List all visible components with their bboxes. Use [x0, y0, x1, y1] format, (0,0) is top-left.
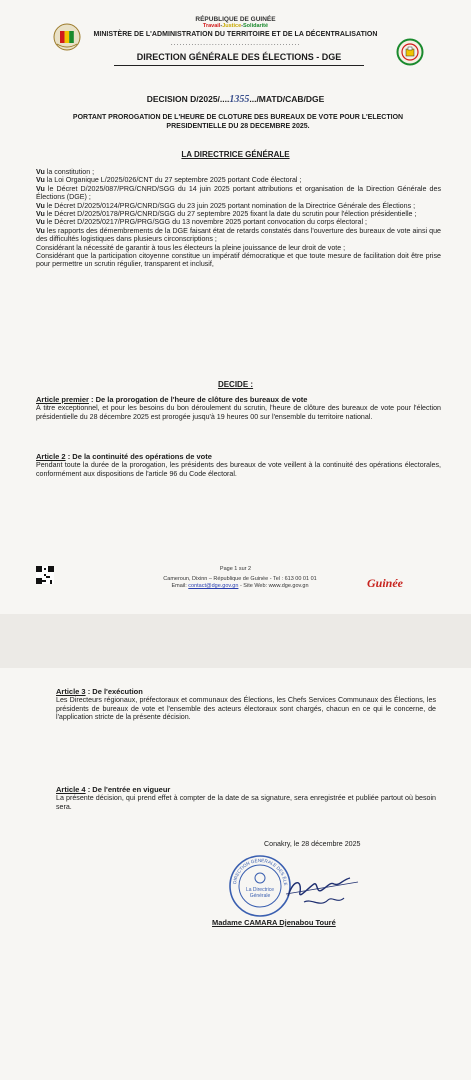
article-body: La présente décision, qui prend effet à compter de la date de sa signature, sera enregistrée et publiée partout où besoin sera. [56, 794, 436, 811]
motto-word-justice: Justice [222, 23, 242, 29]
consideration-item: Vu les rapports des démembrements de la DGE faisant état de retards constatés dans l'ouverture des bureaux de vote ainsi que des difficultés logistiques dans plusieurs circonscriptions ; [36, 226, 441, 244]
document-page-2 [0, 668, 471, 1080]
consideration-item: Vu le Décret D/2025/0124/PRG/CNRD/SGG du 23 juin 2025 portant nomination de la Directrice Générale des Élections ; [36, 201, 416, 210]
consideration-item: Vu le Décret D/2025/0178/PRG/CNRD/SGG du 27 septembre 2025 fixant la date du scrutin pour l'élection présidentielle ; [36, 210, 417, 219]
national-motto: Travail-Justice-Solidarité [202, 23, 269, 29]
decision-suffix: .../MATD/CAB/DGE [249, 94, 325, 104]
article-body: Pendant toute la durée de la prorogation, les présidents des bureaux de vote veillent à la continuité des opérations électorales, conformément aux dispositions de l'article 96 du Code électoral. [36, 461, 441, 478]
article-4 [56, 786, 436, 811]
article-title: Article 4 : De l'entrée en vigueur [56, 785, 171, 794]
article-title: Article 2 : De la continuité des opérations de vote [36, 452, 212, 461]
page-number: Page 1 sur 2 [219, 566, 252, 572]
considerations-list [36, 168, 441, 269]
article-title: Article premier : De la prorogation de l'heure de clôture des bureaux de vote [36, 395, 308, 404]
place-and-date: Conakry, le 28 décembre 2025 [264, 840, 361, 848]
guinee-brand-logo: Guinée [367, 576, 403, 590]
consideration-item: Vu la constitution ; [36, 168, 95, 176]
decision-prefix: DECISION D/2025/.... [146, 94, 230, 104]
svg-text:DIRECTION GÉNÉRALE DES ÉLECTIO: DIRECTION GÉNÉRALE DES ÉLE [232, 857, 289, 886]
consideration-item: Considérant la nécessité de garantir à tous les électeurs la pleine jouissance de leur droit de vote ; [36, 243, 346, 252]
decide-heading: DECIDE : [217, 380, 254, 389]
consideration-item: Vu le Décret D/2025/0217/PRG/PRG/SGG du 13 novembre 2025 portant convocation du corps électoral ; [36, 218, 367, 227]
svg-text:Générale: Générale [249, 893, 271, 899]
footer-address: Cameroun, Dixinn – République de Guinée - Tel : 613 00 01 01 Email: contact@dge.gov.gn - Site Web: www.dge.gov.gn [163, 576, 317, 589]
decision-handwritten-number: 1355 [229, 94, 250, 105]
consideration-item: Vu le Décret D/2025/087/PRG/CNRD/SGG du 14 juin 2025 portant attributions et organisation de la Direction Générale des Élections (DGE) ; [36, 184, 441, 202]
consideration-item: Considérant que la participation citoyenne constitue un impératif démocratique et que toute mesure de facilitation doit être prise pour permettre un scrutin régulier, transparent et inclusif, [36, 252, 441, 269]
article-1 [36, 396, 441, 421]
consideration-item: Vu la Loi Organique L/2025/026/CNT du 27 septembre 2025 portant Code électoral ; [36, 176, 302, 185]
separator-dots: ............................................ [170, 40, 301, 47]
republic-title: RÉPUBLIQUE DE GUINÉE [195, 16, 276, 23]
official-stamp-icon [228, 854, 292, 918]
decision-subject: PORTANT PROROGATION DE L'HEURE DE CLOTURE DES BUREAUX DE VOTE POUR L'ELECTION PRESIDENTIELLE DU 28 DECEMBRE 2025. [72, 114, 404, 130]
directrice-heading: LA DIRECTRICE GÉNÉRALE [181, 150, 290, 159]
signer-name: Madame CAMARA Djenabou Touré [212, 918, 336, 927]
article-body: Les Directeurs régionaux, préfectoraux et communaux des Élections, les Chefs Services Communaux des Élections, les présidents de bureaux de vote et l'ensemble des acteurs électoraux sont chargés, chacun en ce qui le concerne, de l'application stricte de la présente décision. [56, 696, 436, 722]
article-title: Article 3 : De l'exécution [56, 687, 143, 696]
article-2 [36, 453, 441, 478]
ministry-title: MINISTÈRE DE L'ADMINISTRATION DU TERRITOIRE ET DE LA DÉCENTRALISATION [93, 31, 378, 38]
svg-text:La Directrice: La Directrice [245, 887, 275, 893]
email-link[interactable]: contact@dge.gov.gn [188, 583, 239, 589]
motto-word-solidarite: Solidarité [243, 23, 269, 29]
motto-word-travail: Travail [202, 23, 221, 29]
article-3 [56, 688, 436, 722]
decision-number [0, 94, 471, 105]
direction-title: DIRECTION GÉNÉRALE DES ÉLECTIONS - DGE [114, 52, 364, 66]
handwritten-signature [284, 868, 364, 914]
article-body: À titre exceptionnel, et pour les besoins du bon déroulement du scrutin, l'heure de clôture des bureaux de vote pour l'élection présidentielle du 28 décembre 2025 est prorogée jusqu'à 19 heures 00 sur l'ensemble du territoire national. [36, 404, 441, 421]
